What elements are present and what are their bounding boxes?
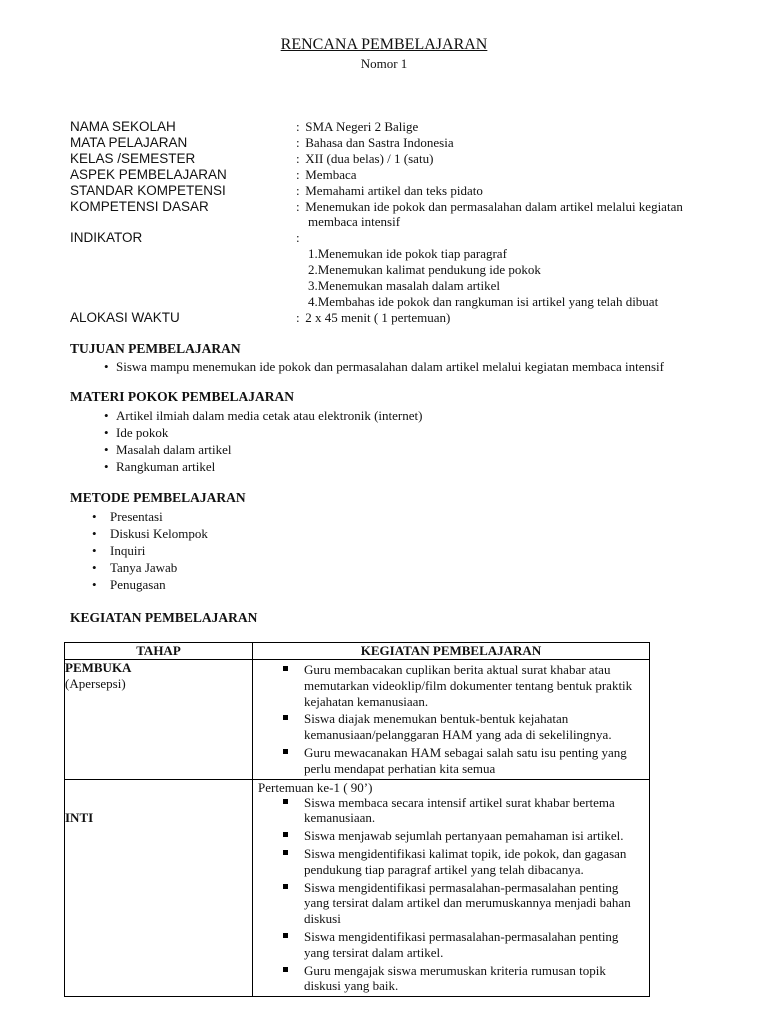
list-item: • Siswa mampu menemukan ide pokok dan permasalahan dalam artikel melalui kegiatan membaca intensif — [104, 358, 664, 375]
info-label: INDIKATOR — [70, 230, 143, 246]
materi-list — [104, 407, 422, 475]
tujuan-list — [104, 358, 664, 375]
inti-activity-list — [253, 795, 649, 995]
info-value-continuation: membaca intensif — [308, 214, 401, 230]
tahap-sub: (Apersepsi) — [65, 676, 126, 691]
table-row-inti — [65, 779, 650, 997]
info-row-nama-sekolah: NAMA SEKOLAH : SMA Negeri 2 Balige — [70, 119, 419, 134]
info-row-standar: STANDAR KOMPETENSI : Memahami artikel dan teks pidato — [70, 182, 483, 198]
activity-item: Guru mengajak siswa merumuskan kriteria rumusan topik diskusi yang baik. — [253, 963, 649, 995]
activity-item: Siswa mengidentifikasi kalimat topik, ide pokok, dan gagasan pendukung tiap paragraf artikel yang telah dibacanya. — [253, 846, 649, 878]
info-value: Membaca — [305, 166, 357, 182]
info-row-indikator: INDIKATOR : — [70, 230, 300, 246]
info-row-aspek: ASPEK PEMBELAJARAN : Membaca — [70, 166, 357, 182]
pembuka-activity-list — [253, 662, 649, 777]
list-item: • Ide pokok — [104, 424, 422, 441]
list-item: • Inquiri — [90, 542, 208, 559]
list-item: • Masalah dalam artikel — [104, 441, 422, 458]
tahap-name: PEMBUKA — [65, 660, 132, 675]
list-item: • Artikel ilmiah dalam media cetak atau elektronik (internet) — [104, 407, 422, 424]
activity-item: Guru mewacanakan HAM sebagai salah satu isu penting yang perlu mendapat perhatian kita semua — [253, 745, 649, 777]
info-row-kelas-semester: KELAS /SEMESTER : XII (dua belas) / 1 (satu) — [70, 150, 434, 166]
info-label: MATA PELAJARAN — [70, 134, 188, 150]
info-label: STANDAR KOMPETENSI — [70, 182, 226, 198]
activity-item: Siswa mengidentifikasi permasalahan-permasalahan penting yang tersirat dalam artikel. — [253, 929, 649, 961]
section-heading-tujuan: TUJUAN PEMBELAJARAN — [70, 341, 241, 356]
info-label: KELAS /SEMESTER — [70, 150, 196, 166]
info-row-mata-pelajaran: MATA PELAJARAN : Bahasa dan Sastra Indonesia — [70, 134, 454, 150]
kegiatan-table — [64, 642, 650, 997]
list-item: • Penugasan — [90, 576, 208, 593]
activity-item: Siswa membaca secara intensif artikel surat khabar bertema kemanusiaan. — [253, 795, 649, 827]
info-value: 2 x 45 menit ( 1 pertemuan) — [305, 309, 451, 325]
metode-list — [90, 508, 208, 593]
indikator-item: 3.Menemukan masalah dalam artikel — [308, 278, 501, 294]
section-heading-kegiatan: KEGIATAN PEMBELAJARAN — [70, 610, 258, 625]
indikator-item: 1.Menemukan ide pokok tiap paragraf — [308, 246, 507, 262]
list-item: • Tanya Jawab — [90, 559, 208, 576]
activity-item: Siswa menjawab sejumlah pertanyaan pemahaman isi artikel. — [253, 828, 649, 844]
info-value: Bahasa dan Sastra Indonesia — [305, 134, 454, 150]
indikator-item: 2.Menemukan kalimat pendukung ide pokok — [308, 262, 541, 278]
info-label: ALOKASI WAKTU — [70, 309, 180, 325]
column-header-kegiatan: KEGIATAN PEMBELAJARAN — [253, 643, 650, 660]
activity-item: Siswa mengidentifikasi permasalahan-permasalahan penting yang tersirat dalam artikel dan merumuskannya menjadi bahan diskusi — [253, 880, 649, 927]
activity-item: Siswa diajak menemukan bentuk-bentuk kejahatan kemanusiaan/pelanggaran HAM yang ada di sekelilingnya. — [253, 711, 649, 743]
info-value: Memahami artikel dan teks pidato — [305, 182, 483, 198]
table-row-pembuka — [65, 660, 650, 780]
info-row-alokasi: ALOKASI WAKTU : 2 x 45 menit ( 1 pertemuan) — [70, 309, 451, 325]
info-value: SMA Negeri 2 Balige — [305, 119, 419, 134]
page-number-label: Nomor 1 — [360, 56, 408, 71]
page-title: RENCANA PEMBELAJARAN — [280, 36, 488, 53]
info-label: NAMA SEKOLAH — [70, 119, 176, 134]
info-row-kompetensi: KOMPETENSI DASAR : Menemukan ide pokok dan permasalahan dalam artikel melalui kegiatan — [70, 198, 683, 214]
section-heading-materi: MATERI POKOK PEMBELAJARAN — [70, 389, 295, 404]
info-label: ASPEK PEMBELAJARAN — [70, 166, 227, 182]
pertemuan-label: Pertemuan ke-1 ( 90’) — [258, 779, 373, 795]
section-heading-metode: METODE PEMBELAJARAN — [70, 490, 246, 505]
info-value: XII (dua belas) / 1 (satu) — [305, 150, 434, 166]
info-label: KOMPETENSI DASAR — [70, 198, 209, 214]
identity-block — [70, 119, 730, 326]
tahap-name: INTI — [65, 809, 94, 825]
info-value: Menemukan ide pokok dan permasalahan dalam artikel melalui kegiatan — [305, 198, 683, 214]
activity-item: Guru membacakan cuplikan berita aktual surat khabar atau memutarkan videoklip/film dokumenter tentang bentuk praktik kejahatan kemanusiaan. — [253, 662, 649, 709]
table-header-row — [65, 643, 650, 660]
indikator-item: 4.Membahas ide pokok dan rangkuman isi artikel yang telah dibuat — [308, 293, 659, 309]
column-header-tahap: TAHAP — [65, 643, 253, 660]
list-item: • Rangkuman artikel — [104, 458, 422, 475]
list-item: • Diskusi Kelompok — [90, 525, 208, 542]
list-item: • Presentasi — [90, 508, 208, 525]
